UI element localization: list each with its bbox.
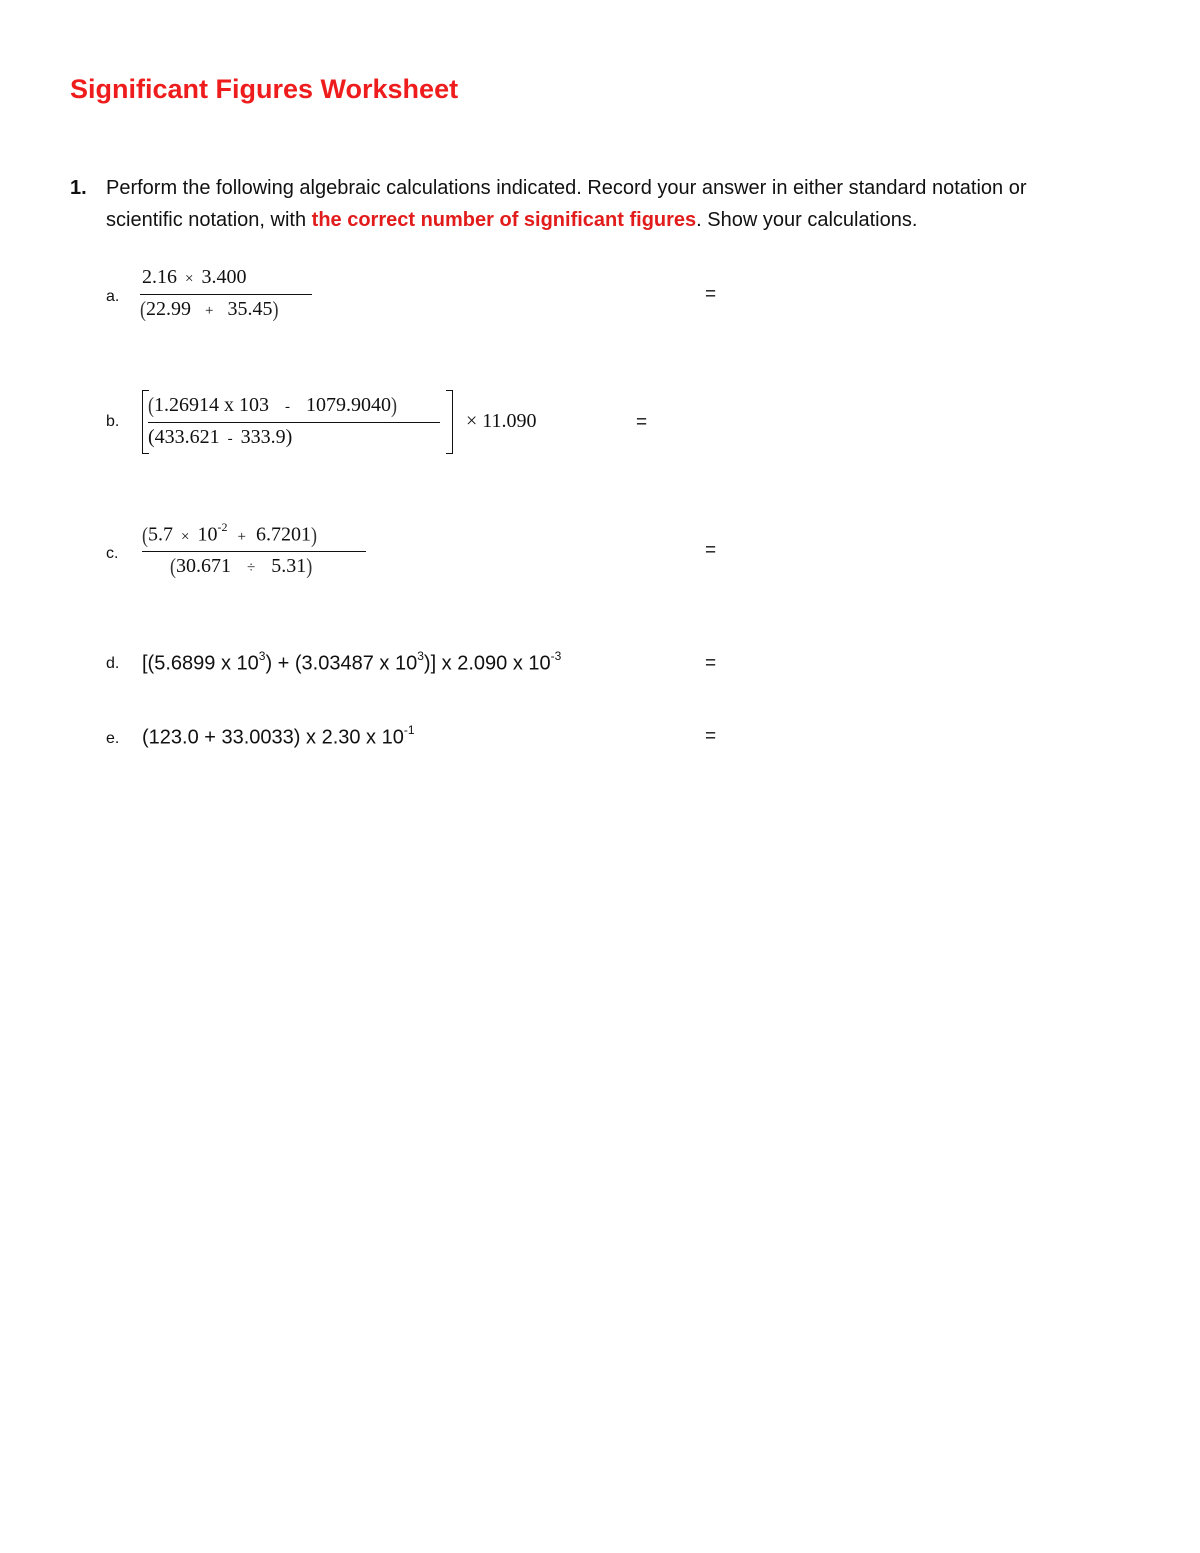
paren-close: )	[306, 553, 313, 579]
item-d-expression	[142, 651, 561, 676]
page-title: Significant Figures Worksheet	[70, 74, 459, 104]
question-text-line-2	[106, 209, 917, 232]
item-c-den-1: 30.671	[176, 555, 231, 577]
item-d-part-1: [(5.6899 x 10	[142, 652, 259, 675]
item-d-equals: =	[705, 653, 717, 674]
question-number: 1.	[70, 177, 87, 199]
item-b-numerator	[148, 394, 397, 417]
item-a-num-2: 3.400	[201, 266, 247, 288]
item-b-den-1: (433.621	[148, 426, 220, 448]
item-c-label: c.	[106, 545, 119, 562]
item-c-num-exponent: -2	[217, 520, 228, 534]
item-b-num-op: -	[285, 399, 290, 415]
item-a-num-1: 2.16	[142, 266, 177, 288]
item-c-fraction-bar	[142, 551, 366, 552]
paren-open: (	[170, 553, 176, 579]
item-c-den-op: ÷	[247, 560, 256, 576]
item-d-exponent-3: -3	[550, 649, 562, 663]
paren-close: )	[272, 296, 279, 322]
item-c-den-2: 5.31	[271, 555, 307, 577]
question-emphasis: the correct number of significant figures	[311, 209, 697, 231]
item-c-denominator	[170, 555, 312, 578]
item-c-equals: =	[705, 540, 717, 561]
item-a-den-1: 22.99	[146, 298, 191, 320]
item-e-expression	[142, 725, 415, 750]
item-a-fraction-bar	[140, 294, 312, 295]
item-a-denominator	[140, 298, 278, 321]
item-b-equals: =	[636, 412, 648, 433]
item-a-den-op: +	[205, 303, 214, 319]
question-text-line-1: Perform the following algebraic calculations indicated. Record your answer in either standard notation or	[106, 177, 1027, 199]
item-d-exponent-2: 3	[417, 649, 424, 663]
paren-open: (	[142, 522, 148, 548]
paren-open: (	[148, 392, 154, 418]
item-a-num-op: ×	[185, 271, 194, 287]
item-c-num-2: 10	[197, 523, 218, 546]
item-e-part-1: (123.0 + 33.0033) x 2.30 x 10	[142, 726, 404, 749]
item-a-den-2: 35.45	[227, 298, 273, 320]
paren-close: )	[391, 392, 397, 418]
item-a-label: a.	[106, 288, 120, 305]
item-b-fraction-bar	[148, 422, 440, 423]
item-c-numerator	[142, 522, 317, 547]
item-c-num-1: 5.7	[148, 523, 173, 546]
item-d-label: d.	[106, 655, 120, 672]
paren-close: )	[310, 522, 317, 548]
item-d-part-2: ) + (3.03487 x 10	[265, 652, 418, 675]
question-text-segment-end: . Show your calculations.	[696, 209, 918, 231]
item-b-num-1: 1.26914 x 103	[154, 394, 269, 416]
item-c-num-op: ×	[181, 528, 190, 545]
bracket-right	[446, 390, 453, 454]
item-c-num-op2: +	[237, 528, 246, 545]
item-b-num-2: 1079.9040	[306, 394, 391, 416]
item-d-part-3: )] x 2.090 x 10	[423, 652, 551, 675]
item-d-exponent-1: 3	[258, 649, 266, 663]
item-e-equals: =	[705, 726, 717, 747]
item-e-label: e.	[106, 730, 120, 747]
item-b-label: b.	[106, 413, 120, 430]
item-a-numerator	[142, 266, 246, 289]
item-b-denominator	[148, 426, 292, 449]
paren-open: (	[140, 296, 146, 322]
item-b-den-op: -	[227, 431, 233, 447]
item-b-multiplier: × 11.090	[466, 410, 537, 432]
question-text-segment: scientific notation, with	[106, 209, 312, 231]
item-c-num-3: 6.7201	[255, 523, 311, 546]
item-e-exponent-1: -1	[403, 723, 415, 737]
item-b-den-2: 333.9)	[240, 426, 293, 448]
item-a-equals: =	[705, 284, 717, 305]
